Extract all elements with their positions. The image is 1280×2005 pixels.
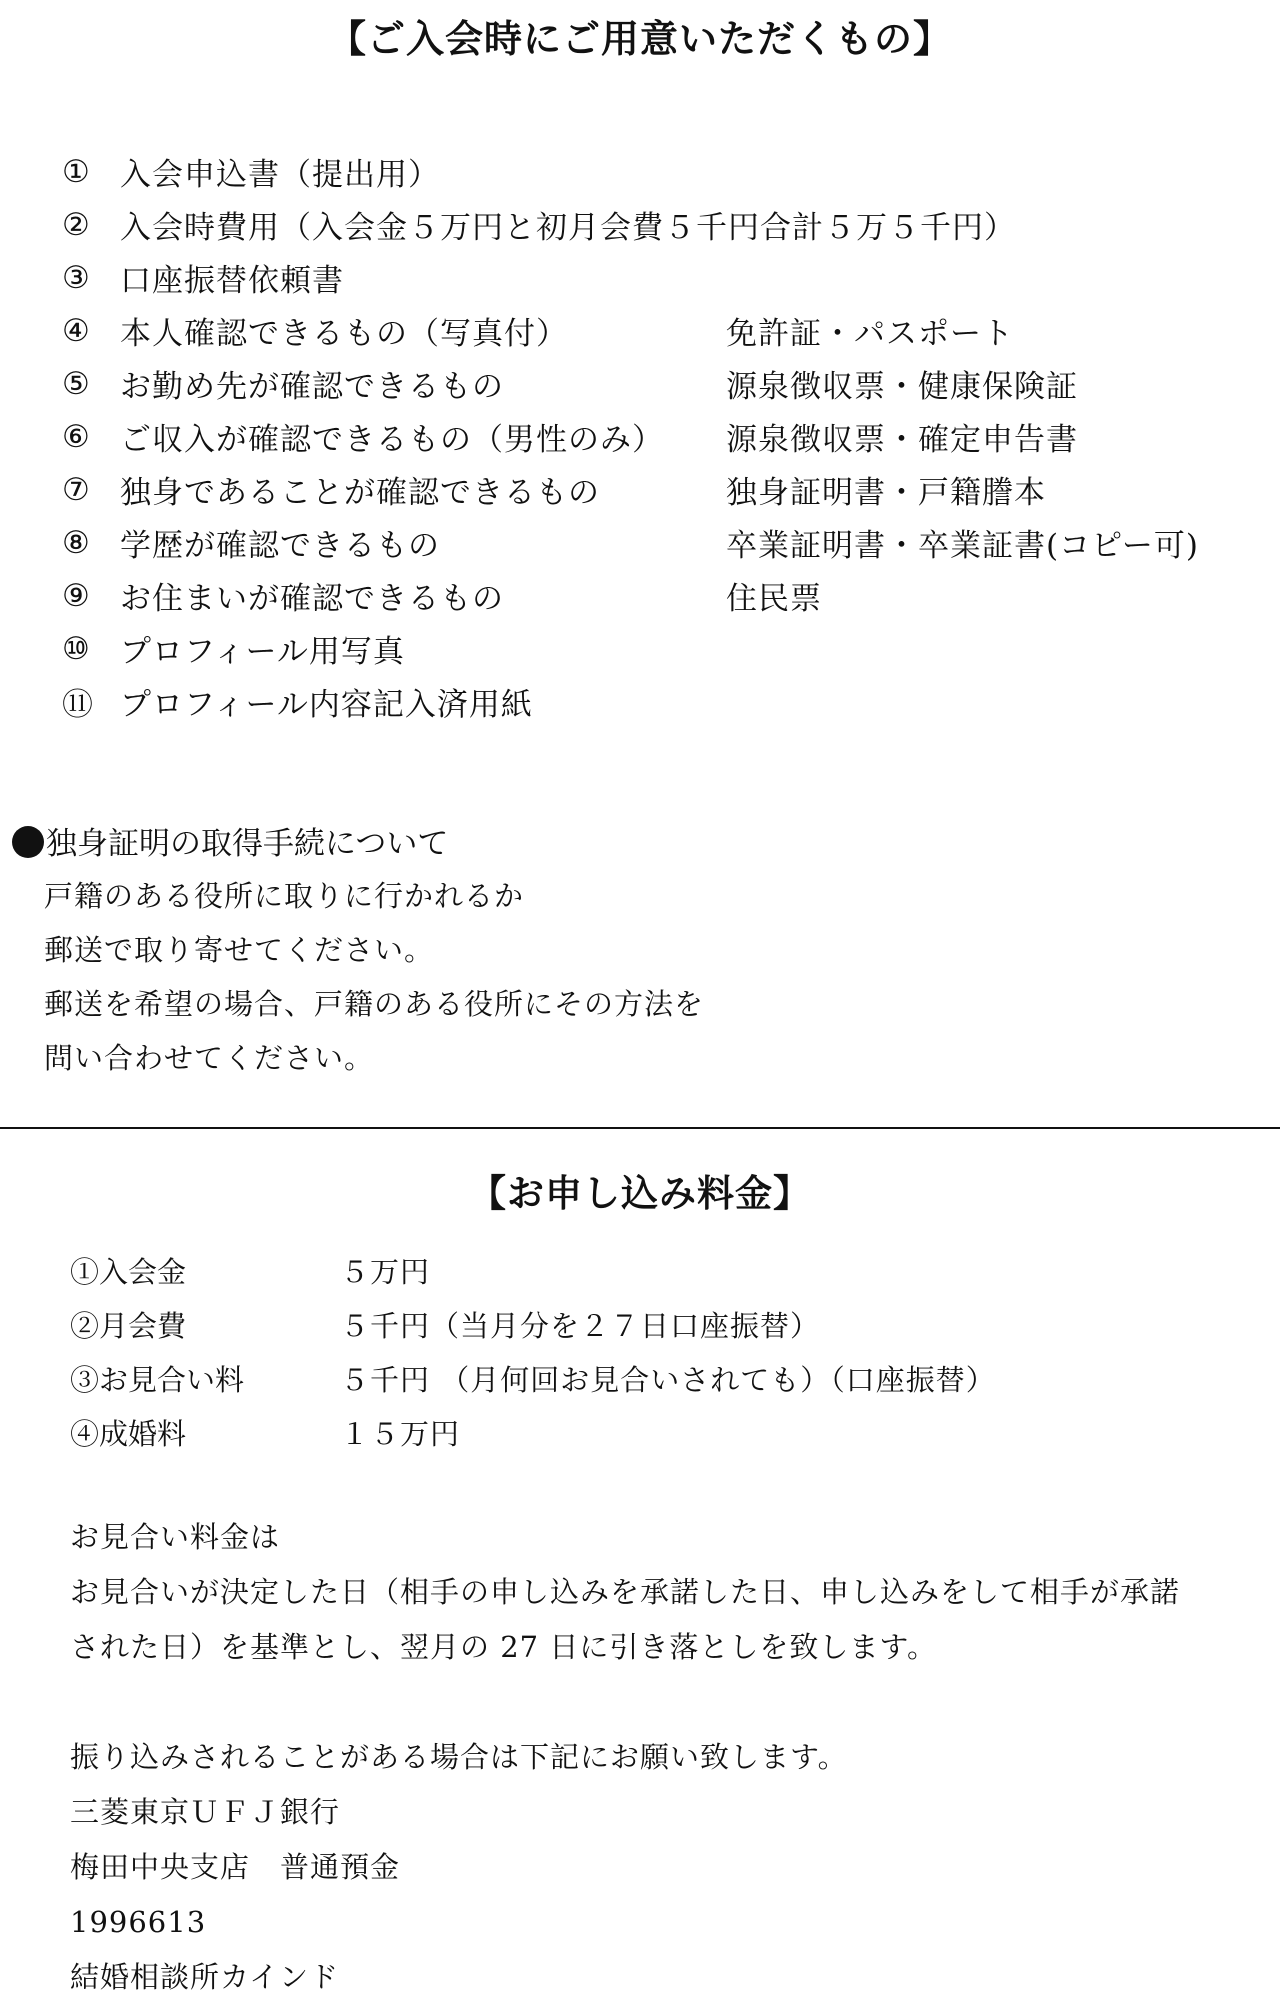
item-number: ⑦ <box>62 471 90 508</box>
item-label: お住まいが確認できるもの <box>120 581 504 617</box>
paragraph-line: 郵送を希望の場合、戸籍のある役所にその方法を <box>44 987 705 1021</box>
fee-item: ④成婚料 <box>70 1416 187 1451</box>
item-number: ⑥ <box>62 418 90 455</box>
list-item <box>62 675 1262 728</box>
required-items-list <box>62 145 1262 728</box>
item-document: 免許証・パスポート <box>726 316 1014 352</box>
item-number: ⑪ <box>62 687 93 723</box>
section-divider <box>0 1127 1280 1129</box>
item-number: ① <box>62 153 90 190</box>
item-document: 卒業証明書・卒業証書(コピー可) <box>726 528 1199 564</box>
item-label: ご収入が確認できるもの（男性のみ） <box>120 422 664 458</box>
fee-note-paragraph <box>70 1510 1270 1675</box>
fee-amount: ５千円（当月分を２７日口座振替） <box>340 1308 821 1343</box>
list-item <box>62 516 1262 569</box>
paragraph-line: 結婚相談所カインド <box>70 1960 340 1994</box>
list-item <box>62 198 1262 251</box>
table-row <box>70 1297 1220 1351</box>
single-cert-heading <box>12 818 448 863</box>
item-label: プロフィール内容記入済用紙 <box>120 687 533 723</box>
item-document: 源泉徴収票・健康保険証 <box>726 369 1078 405</box>
item-label: 入会申込書（提出用） <box>120 157 440 193</box>
fee-amount: ５千円 （月何回お見合いされても）（口座振替） <box>340 1362 996 1397</box>
single-cert-heading-text: 独身証明の取得手続について <box>46 826 449 862</box>
paragraph-line: お見合い料金は <box>70 1520 281 1554</box>
item-label: 本人確認できるもの（写真付） <box>120 316 568 352</box>
fee-amount: ５万円 <box>340 1254 431 1289</box>
paragraph-line: 1996613 <box>70 1905 207 1939</box>
fee-item: ①入会金 <box>70 1254 187 1289</box>
item-number: ⑧ <box>62 524 90 561</box>
fee-item: ②月会費 <box>70 1308 187 1343</box>
section-title-required-items: 【ご入会時にご用意いただくもの】 <box>327 17 952 61</box>
paragraph-line: 振り込みされることがある場合は下記にお願い致します。 <box>70 1740 848 1774</box>
item-number: ④ <box>62 312 90 349</box>
list-item <box>62 410 1262 463</box>
list-item <box>62 304 1262 357</box>
list-item <box>62 463 1262 516</box>
item-number: ⑩ <box>62 630 90 667</box>
item-label: お勤め先が確認できるもの <box>120 369 504 405</box>
item-number: ⑨ <box>62 577 90 614</box>
item-label: プロフィール用写真 <box>120 634 405 670</box>
paragraph-line: 戸籍のある役所に取りに行かれるか <box>44 879 525 913</box>
fee-amount: １５万円 <box>340 1416 461 1451</box>
paragraph-line: 問い合わせてください。 <box>44 1041 375 1075</box>
item-label: 独身であることが確認できるもの <box>120 475 600 511</box>
paragraph-line: された日）を基準とし、翌月の 27 日に引き落としを致します。 <box>70 1630 938 1664</box>
item-number: ⑤ <box>62 365 90 402</box>
paragraph-line: 郵送で取り寄せてください。 <box>44 933 435 967</box>
list-item <box>62 357 1262 410</box>
item-document: 住民票 <box>726 581 822 617</box>
paragraph-line: 三菱東京ＵＦＪ銀行 <box>70 1795 341 1829</box>
item-label: 入会時費用（入会金５万円と初月会費５千円合計５万５千円） <box>120 210 1016 246</box>
section-title-fees: 【お申し込み料金】 <box>469 1172 811 1215</box>
paragraph-line: お見合いが決定した日（相手の申し込みを承諾した日、申し込みをして相手が承諾 <box>70 1575 1181 1609</box>
item-number: ② <box>62 206 90 243</box>
list-item <box>62 145 1262 198</box>
bank-info-paragraph <box>70 1730 1270 2005</box>
item-label: 口座振替依頼書 <box>120 263 344 299</box>
single-cert-paragraph <box>44 869 1244 1085</box>
bullet-icon <box>12 826 44 858</box>
item-document: 独身証明書・戸籍謄本 <box>726 475 1046 511</box>
table-row <box>70 1405 1220 1459</box>
item-number: ③ <box>62 259 90 296</box>
list-item <box>62 622 1262 675</box>
list-item <box>62 569 1262 622</box>
item-label: 学歴が確認できるもの <box>120 528 440 564</box>
list-item <box>62 251 1262 304</box>
fee-table <box>70 1243 1220 1459</box>
table-row <box>70 1351 1220 1405</box>
item-document: 源泉徴収票・確定申告書 <box>726 422 1078 458</box>
table-row <box>70 1243 1220 1297</box>
fee-item: ③お見合い料 <box>70 1362 245 1397</box>
paragraph-line: 梅田中央支店 普通預金 <box>70 1850 401 1884</box>
